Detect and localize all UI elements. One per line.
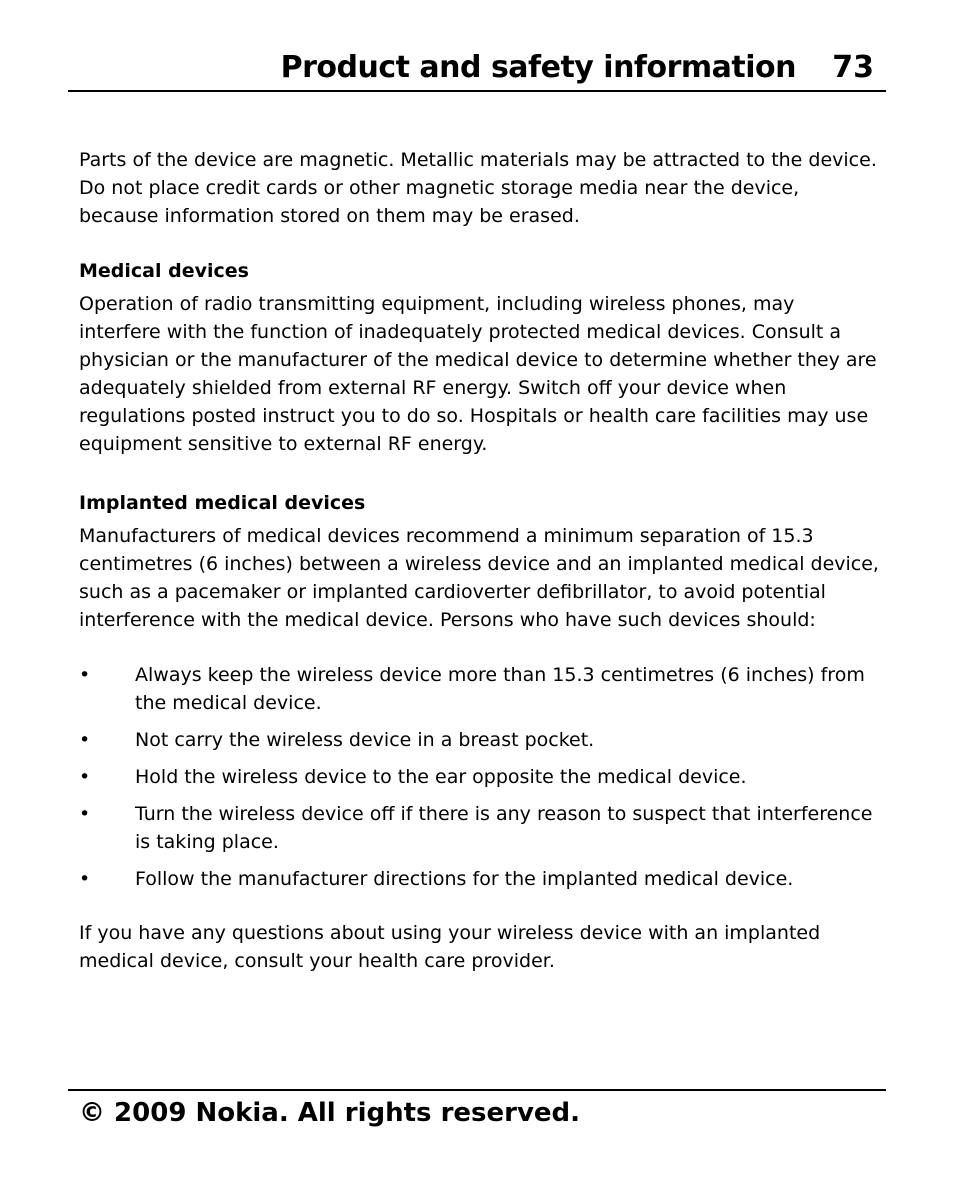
copyright-notice: © 2009 Nokia. All rights reserved.: [79, 1098, 581, 1128]
precautions-list: [79, 661, 879, 893]
list-item-text: Always keep the wireless device more than 15.3 centimetres (6 inches) from the medical device.: [135, 664, 865, 714]
page-content: [79, 146, 879, 975]
bullet-icon: •: [79, 803, 91, 825]
page-header: [68, 48, 886, 92]
list-item-text: Follow the manufacturer directions for the implanted medical device.: [135, 868, 794, 890]
list-item: [79, 865, 879, 893]
list-item: [79, 800, 879, 856]
page-footer: [68, 1089, 886, 1128]
list-item: [79, 763, 879, 791]
bullet-icon: •: [79, 868, 91, 890]
list-item-text: Hold the wireless device to the ear opposite the medical device.: [135, 766, 747, 788]
implanted-medical-devices-paragraph: Manufacturers of medical devices recommend a minimum separation of 15.3 centimetres (6 inches) between a wireless device and an implanted medical device, such as a pacemaker or implanted cardioverter defibrillator, to avoid potential interference with the medical device. Persons who have such devices should:: [79, 525, 879, 631]
closing-paragraph: If you have any questions about using your wireless device with an implanted medical device, consult your health care provider.: [79, 922, 821, 972]
medical-devices-heading: Medical devices: [79, 260, 249, 282]
list-item-text: Turn the wireless device off if there is any reason to suspect that interference is taking place.: [135, 803, 873, 853]
page-title: Product and safety information: [280, 50, 796, 85]
list-item: [79, 661, 879, 717]
page-number: 73: [832, 50, 874, 85]
intro-paragraph: Parts of the device are magnetic. Metallic materials may be attracted to the device. Do not place credit cards or other magnetic storage media near the device, because information stored on them may be erased.: [79, 149, 877, 227]
bullet-icon: •: [79, 729, 91, 751]
list-item-text: Not carry the wireless device in a breast pocket.: [135, 729, 595, 751]
list-item: [79, 726, 879, 754]
medical-devices-paragraph: Operation of radio transmitting equipment, including wireless phones, may interfere with the function of inadequately protected medical devices. Consult a physician or the manufacturer of the medical device to determine whether they are adequately shielded from external RF energy. Switch off your device when regulations posted instruct you to do so. Hospitals or health care facilities may use equipment sensitive to external RF energy.: [79, 293, 877, 455]
implanted-medical-devices-heading: Implanted medical devices: [79, 492, 366, 514]
bullet-icon: •: [79, 664, 91, 686]
bullet-icon: •: [79, 766, 91, 788]
